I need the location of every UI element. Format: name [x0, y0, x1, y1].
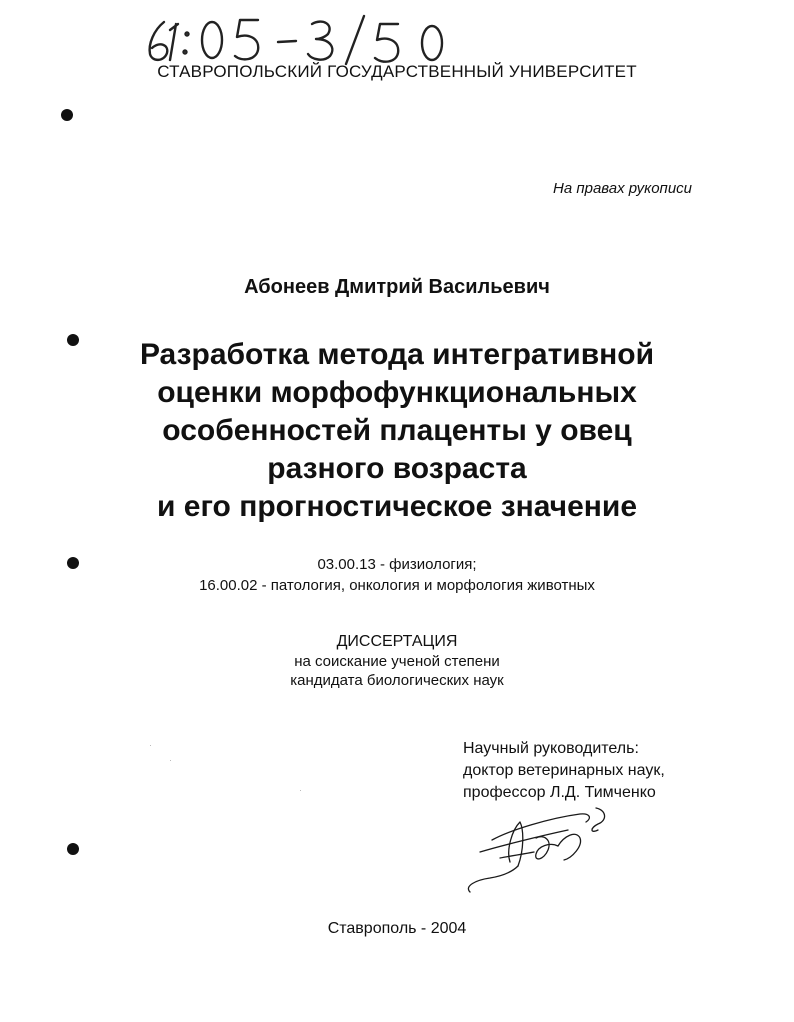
city-and-year: Ставрополь - 2004: [327, 920, 467, 937]
title-line: разного возраста: [267, 452, 527, 485]
document-type-block: [0, 632, 794, 690]
supervisor-name: профессор Л.Д. Тимченко: [463, 784, 656, 801]
scan-speck: [150, 745, 151, 746]
punch-hole: [66, 333, 80, 347]
degree-line: на соискание ученой степени: [294, 653, 500, 670]
document-type: ДИССЕРТАЦИЯ: [336, 633, 458, 650]
specialty-code: 16.00.02 - патология, онкология и морфология животных: [199, 577, 595, 594]
title-line: и его прогностическое значение: [156, 490, 638, 523]
punch-hole: [66, 842, 80, 856]
supervisor-degree: доктор ветеринарных наук,: [463, 762, 665, 779]
specialties: [0, 554, 794, 596]
punch-hole: [60, 108, 74, 122]
supervisor-block: [463, 738, 665, 804]
dissertation-title: [0, 336, 794, 526]
supervisor-heading: Научный руководитель:: [463, 740, 639, 757]
specialty-code: 03.00.13 - физиология;: [317, 556, 477, 573]
punch-hole: [66, 556, 80, 570]
title-line: Разработка метода интегративной: [139, 338, 655, 371]
scan-speck: [170, 760, 171, 761]
author-name: Абонеев Дмитрий Васильевич: [244, 276, 550, 298]
title-line: оценки морфофункциональных: [157, 376, 637, 409]
handwritten-archive-code: [140, 8, 470, 68]
title-line: особенностей плаценты у овец: [162, 414, 632, 447]
degree-line: кандидата биологических наук: [290, 672, 504, 689]
scan-speck: [300, 790, 301, 791]
manuscript-rights-note: На правах рукописи: [553, 180, 692, 197]
signature: [440, 800, 630, 900]
university-name: СТАВРОПОЛЬСКИЙ ГОСУДАРСТВЕННЫЙ УНИВЕРСИТЕТ: [157, 62, 637, 81]
